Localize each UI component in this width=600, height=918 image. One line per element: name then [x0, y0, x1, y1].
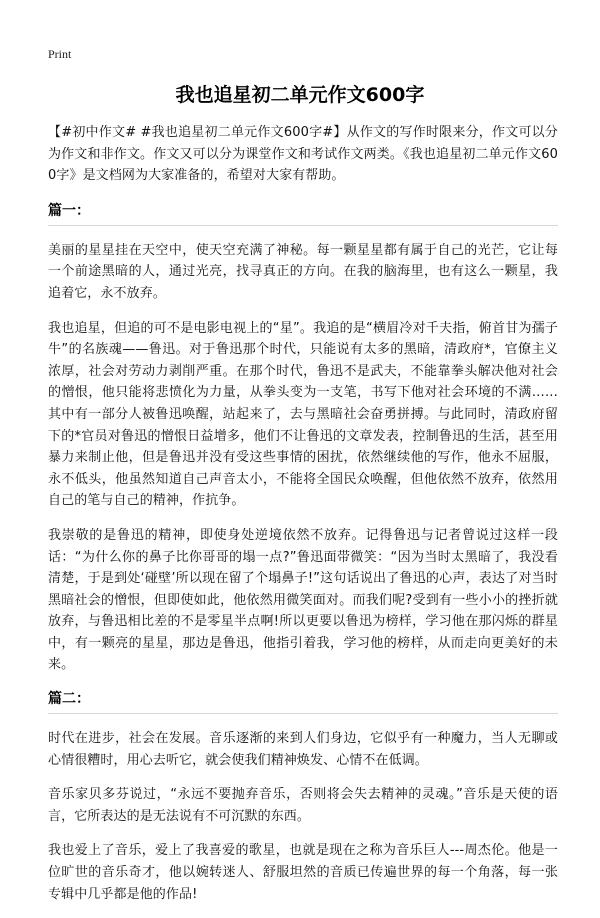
paragraph: 美丽的星星挂在天空中，使天空充满了神秘。每一颗星星都有属于自己的光芒，它让每一个前途黑暗的人，通过光亮，找寻真正的方向。在我的脑海里，也有这么一颗星，我追着它，永不放弃。 — [48, 242, 558, 301]
intro-paragraph: 【#初中作文# #我也追星初二单元作文600字#】从作文的写作时限来分，作文可以分为作文和非作文。作文又可以分为课堂作文和考试作文两类。《我也追星初二单元作文600字》是文档网为大家准备的，希望对大家有帮助。 — [48, 125, 558, 184]
section-heading-1: 篇一： — [48, 201, 558, 226]
section-heading-2: 篇二： — [48, 689, 558, 714]
paragraph: 我崇敬的是鲁迅的精神，即使身处逆境依然不放弃。记得鲁迅与记者曾说过这样一段话：“为什么你的鼻子比你哥哥的塌一点?”鲁迅面带微笑：“因为当时太黑暗了，我没看清楚，于是到处‘碰壁’所以现在留了个塌鼻子!”这句话说出了鲁迅的心声，表达了对当时黑暗社会的憎恨，但即使如此，他依然用微笑面对。而我们呢?受到有一些小小的挫折就放弃，与鲁迅相比差的不是零星半点啊!所以更要以鲁迅为榜样，学习他在那闪烁的群星中，有一颗亮的星星，那边是鲁迅，他指引着我，学习他的榜样，从而走向更美好的未来。 — [48, 527, 558, 673]
page-title: 我也追星初二单元作文600字 — [175, 84, 425, 106]
paragraph: 我也追星，但追的可不是电影电视上的“星”。我追的是“横眉冷对千夫指，俯首甘为孺子牛”的名族魂——鲁迅。对于鲁迅那个时代，只能说有太多的黑暗，清政府*，官僚主义浓厚，社会对劳动力剥削严重。在那个时代，鲁迅不是武夫，不能靠拳头解决他对社会的憎恨，他只能将悲愤化为力量，从拳头变为一支笔，书写下他对社会环境的不满……其中有一部分人被鲁迅唤醒，站起来了，去与黑暗社会奋勇拼搏。与此同时，清政府留下的*官员对鲁迅的憎恨日益增多，他们不让鲁迅的文章发表，控制鲁迅的生活，甚至用暴力来制止他，但是鲁迅并没有受这些事情的困扰，依然继续他的写作，他永不屈服，永不低头，他虽然知道自己声音太小，不能将全国民众唤醒，但他依然不放弃，依然用自己的笔与自己的精神，作抗争。 — [48, 320, 558, 509]
paragraph: 时代在进步，社会在发展。音乐逐渐的来到人们身边，它似乎有一种魔力，当人无聊或心情很糟时，用心去听它，就会使我们精神焕发、心情不在低调。 — [48, 731, 558, 768]
print-label[interactable]: Print — [48, 47, 72, 61]
paragraph: 我也爱上了音乐，爱上了我喜爱的歌星，也就是现在之称为音乐巨人---周杰伦。他是一位旷世的音乐奇才，他以婉转迷人、舒服坦然的音质已传遍世界的每一个角落，每一张专辑中几乎都是他的作品! — [48, 843, 558, 902]
article-body — [48, 122, 558, 918]
paragraph: 音乐家贝多芬说过，“永远不要抛弃音乐，否则将会失去精神的灵魂。”音乐是天使的语言，它所表达的是无法说有不可沉默的东西。 — [48, 787, 558, 824]
